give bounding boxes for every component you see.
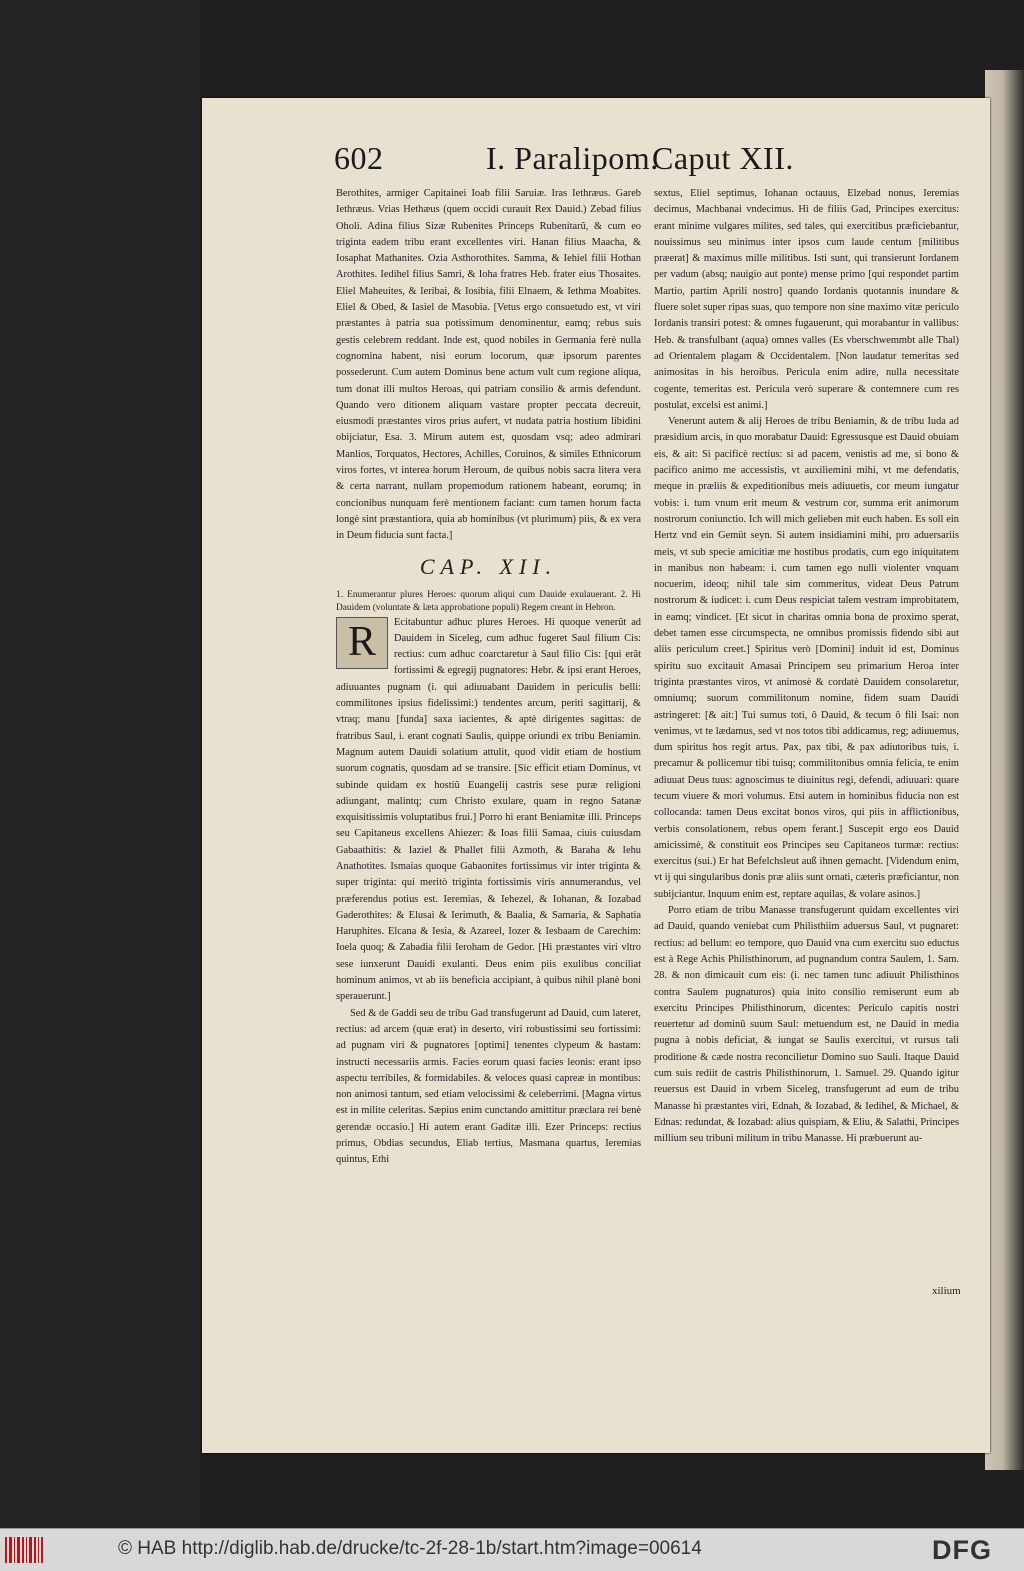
running-header <box>334 140 804 184</box>
viewer-footer <box>0 1528 1024 1571</box>
chapter-title: Caput XII. <box>652 140 794 176</box>
paragraph <box>336 615 641 1006</box>
text-column-left <box>336 186 641 1306</box>
catchword: xilium <box>932 1285 961 1297</box>
chapter-summary: 1. Enumerantur plures Heroes: quorum aliqui cum Dauide exulauerant. 2. Hi Dauidem (voluntate & læta approbatione populi) Regem creant in Hebron. <box>336 589 641 613</box>
paragraph: Sed & de Gaddi seu de tribu Gad transfugerunt ad Dauid, cum lateret, rectius: ad arcem (quæ erat) in deserto, viri robustissimi seu fortissimi: ad pugnam viri & pugnatores [optimi] tenentes clypeum & hastam: instructi necessariis armis. Facies eorum quasi facies leonis: erant ipso aspectu terribiles, & formidabiles. & veloces quasi capreæ in montibus: non animosi tantum, sed etiam velocissimi & celeberrimi. [Magna virtus est in milite celeritas. Sæpius enim cunctando amittitur præclara rei benè gerendæ occasio.] Hi autem erant Gaditæ illi. Ezer Princeps: rectius primus, Obdias secundus, Eliab tertius, Masmana quartus, Ieremias quintus, Ethi <box>336 1007 641 1166</box>
barcode-icon <box>4 1537 44 1563</box>
paragraph: sextus, Eliel septimus, Iohanan octauus, Elzebad nonus, Ieremias decimus, Machbanai vndecimus. Hi de filiis Gad, Principes exercitus: erant minime vulgares milites, sed tales, qui exercitibus præficiebantur, nouissimus seu minimus inter ipsos cum laude centum [militibus præerat] & maximus mille militibus. Isti sunt, qui transierunt Iordanem per vadum (absq; nauigio aut ponte) mense primo [qui respondet partim Martio, partim Aprili nostro] quando Iordanis quotannis inundare & fluere solet super ripas suas, quo tempore non sine maximo vitæ periculo Iordanis transiri potest: & omnes fugauerunt, qui morabantur in vallibus: Heb. & transfulbant (aqua) omnes valles (Es vberschwemmbt alle Thal) ad Orientalem plagam & Occidentalem. [Non laudatur temeritas sed animositas in his heroibus. Pericula enim adire, nulla necessitate cogente, temeritas est. Pericula verò superare & contemnere cum res postulat, excelsi est animi.] <box>654 188 959 411</box>
drop-cap-initial: R <box>336 617 388 669</box>
paragraph: Porro etiam de tribu Manasse transfugerunt quidam excellentes viri ad Dauid, quando veniebat cum Philisthiim aduersus Saul, vt pugnaret: rectius: ad bellum: eo tempore, quo Dauid vna cum exercitu suo eductus est à Rege Achis Philisthinorum, ad pugnandum contra Saulem, 1. Sam. 28. & non dimicauit cum eis: (i. nec tamen tunc adiuuit Philisthinos contra Saulem pugnaturos) quia inito consilio remiserunt eum ab exercitu Principes Philisthinorum, dicentes: Periculo capitis nostri reuertetur ad dominũ suum Saul: metuendum est, ne Dauid in media pugna à nobis deficiat, & iungat se Saulis exercitui, vt rursus tali proditione & cæde nostra reconcilietur Domino suo Sauli. Itaque Dauid cum suis rediit de castris Philisthinorum, 1. Samuel. 29. Quando igitur reuersus est Dauid in vrbem Siceleg, transfugerunt ad eum de tribu Manasse hi præstantes viri, Ednah, & Iozabad, & Iedihel, & Michael, & Ednas: redundat, & Iozabad: alius quispiam, & Eliu, & Salathi, Principes millium seu tribuni militum in tribu Manasse. Hi præbuerunt au- <box>654 905 959 1145</box>
paragraph: Berothites, armiger Capitainei Ioab filii Saruiæ. Iras Iethræus. Gareb Iethræus. Vrias Hethæus (quem occidi curauit Rex Dauid.) Zebad filius Oholi. Adina filius Sizæ Rubenites Princeps Rubenitarũ, & cum eo triginta eadem tribu erant excellentes viri. Hanan filius Maacha, & Iosaphat Mathanites. Ozia Asthorothites. Samma, & Iehiel filii Hothan Arothites. Iedihel filius Samri, & Ioha fratres Heb. frater eius Thosaites. Eliel Maheuites, & Ieribai, & Iosibia, filii Elnaem, & Iethma Moabites. Eliel & Obed, & Iasiel de Masobia. [Vetus ergo consuetudo est, vt viri præstantes à patria sua potissimum denominentur, eamq; rebus suis gestis celebrem reddant. Inde est, quod nobiles in Germania ferè nulla cognomina habent, nisi eorum locorum, quæ ipsorum parentes possederunt. Cum autem Dominus bene actum vult cum regione aliqua, tum donat illi multos Heroas, qui patriam consilio & armis defendunt. Quando vero ditionem aliquam vastare propter peccata decreuit, eiusmodi præstantes viros prius aufert, vt nudata patria hostium libidini obijciatur, Esa. 3. Mirum autem est, quosdam vsq; adeo admirari Manlios, Torquatos, Hectores, Achilles, Coruinos, & similes Ethnicorum viros fortes, vt interea horum Heroum, de quibus nobis sacra litera vera & certa narrant, nullam propemodum rationem habeant, eorumq; in concionibus nunquam ferè mentionem faciant: cum tamen horum facta longè sint præstantiora, quia ab hominibus (vt plurimum) piis, & ex vera in Deum fiducia sunt facta.] <box>336 188 641 542</box>
paragraph-text: Ecitabuntur adhuc plures Heroes. Hi quoque venerũt ad Dauidem in Siceleg, cum adhuc fugeret Saul filium Cis: rectius: cum adhuc coarctaretur à Saul filio Cis: [qui erãt fortissimi & egregij pugnatores: Hebr. & ipsi erant Heroes, adiuuantes pugnam (i. qui adiuuabant Dauidem in periculis belli: commilitones ipsius fidelissimi:) tendentes arcum, periti sagittarij, & vtraq; manu [funda] saxa iacientes, & aptè dirigentes sagittas: de fratribus Saul, i. erant cognati Saulis, quippe oriundi ex tribu Beniamin. Magnum autem Dauidi solatium attulit, quod vidit etiam de hostium suorum cognatis, quosdam ad se transire. [Sic efficit etiam Dominus, vt subinde quidam ex hostiũ Euangelij castris sese puræ religioni adiungant, malintq; cum Christo exulare, quam in regno Satanæ exquisitissimis voluptatibus frui.] Porro hi erant Beniamitæ illi. Princeps seu Capitaneus excellens Ahiezer: & Ioas filii Samaa, ciuis cuiusdam Gabaathitis: & Iaziel & Phallet filii Azmoth, & Baraha & Iehu Anathotites. Ismaias quoque Gabaonites fortissimus vir inter triginta & super triginta: qui meritò triginta fortissimis viris annumerandus, vel præferendus potius est. Ieremias, & Iehezel, & Iohanan, & Iozabad Gaderothites: & Elusai & Ierimuth, & Baalia, & Samaria, & Saphatia Haruphites. Elcana & Iesia, & Azareel, Iozer & Iesbaam de Carechim: Ioela quoq; & Zabadia filii Ieroham de Gedor. [Hi præstantes viri vltro sese iunxerunt Dauidi exulanti. Deus enim piis exulibus conciliat hominum animos, vt ab iis beneficia accipiant, à quibus nihil planè boni sperauerunt.] <box>336 616 641 1003</box>
text-column-right <box>654 186 959 1306</box>
dfg-logo: DFG <box>932 1535 992 1565</box>
left-margin-dark <box>0 0 200 1528</box>
book-title: I. Paralipom. <box>486 140 659 176</box>
paragraph: Venerunt autem & alij Heroes de tribu Beniamin, & de tribu Iuda ad præsidium arcis, in quo morabatur Dauid: Egressusque est Dauid obuiam eis, & ait: Si pacificè rectius: si ad pacem, venistis ad me, si bono & pacifico animo me accessistis, vt auxiliemini mihi, vt me defendatis, meque in præliis & expeditionibus meis adiuuetis, cor meum iungatur vobis: i. tum vnum erit meum & vestrum cor, summa erit animorum nostrorum coniunctio. Ich will mich gelieben mit euch haben. Es soll ein Hertz vnd ein Gemüt seyn. Si autem insidiamini mihi, pro aduersariis meis, vt sub specie amicitiæ me hostibus prodatis, cum ego iniquitatem in manibus non habeam: i. cum tamen ego nulli violenter vnquam nocuerim, ideoq; nihil tale sim commeritus, videat Deus Patrum nostrorum & iudicet: i. cum Deus respiciat talem vestram improbitatem, in eamq; vindicet. [Et sicut in charitas omnia bona de proximo sperat, debet tamen esse circumspecta, ne omnibus promissis fidendo sibi aut aliis periculum creet.] Spiritus verò [Domini] induit id est, Dominus spiritu suo excitauit Amasai Principem seu primarium Heroa inter triginta præstantes viros, vt animosè & cordatè Dauidem consolaretur, omniumq; suorum commilitonum nomine, fidem suam Dauidi astringeret: [& ait:] Tui sumus toti, ô Dauid, & tecum ô fili Isai: non venimus, vt te lædamus, sed vt nos totos tibi addicamus, reg; adiuuemus, dum spiritus hos regit artus. Pax, pax tibi, & pax adiutoribus tuis, i. precamur & pollicemur tibi tuisq; commilitonibus omnia felicia, te enim adiuuat Deus tuus: agnoscimus te diuinitus regi, defendi, adiuuari: quare tecum viuere & mori volumus. Etsi autem in hominibus fiducia non est collocanda: tamen Deus excitat bonos viros, qui piis in afflictionibus, verbis consolationem, rebus opem ferant.] Suscepit ergo eos Dauid amicissimè, & constituit eos Principes seu Capitaneos turmæ: rectius: exercitus (sui.) Er hat Befelchsleut auß ihnen gemacht. [Videndum enim, vt ij qui singularibus donis præ aliis sunt ornati, cæteris præficiantur, non subijciantur. Inquum enim est, reptare aquilas, & volare asinos.] <box>654 416 959 900</box>
book-page-edge <box>985 70 1024 1470</box>
page-number: 602 <box>334 140 384 176</box>
copyright-url-link[interactable]: © HAB http://diglib.hab.de/drucke/tc-2f-28-1b/start.htm?image=00614 <box>118 1538 702 1559</box>
chapter-heading: CAP. XII. <box>419 553 558 579</box>
